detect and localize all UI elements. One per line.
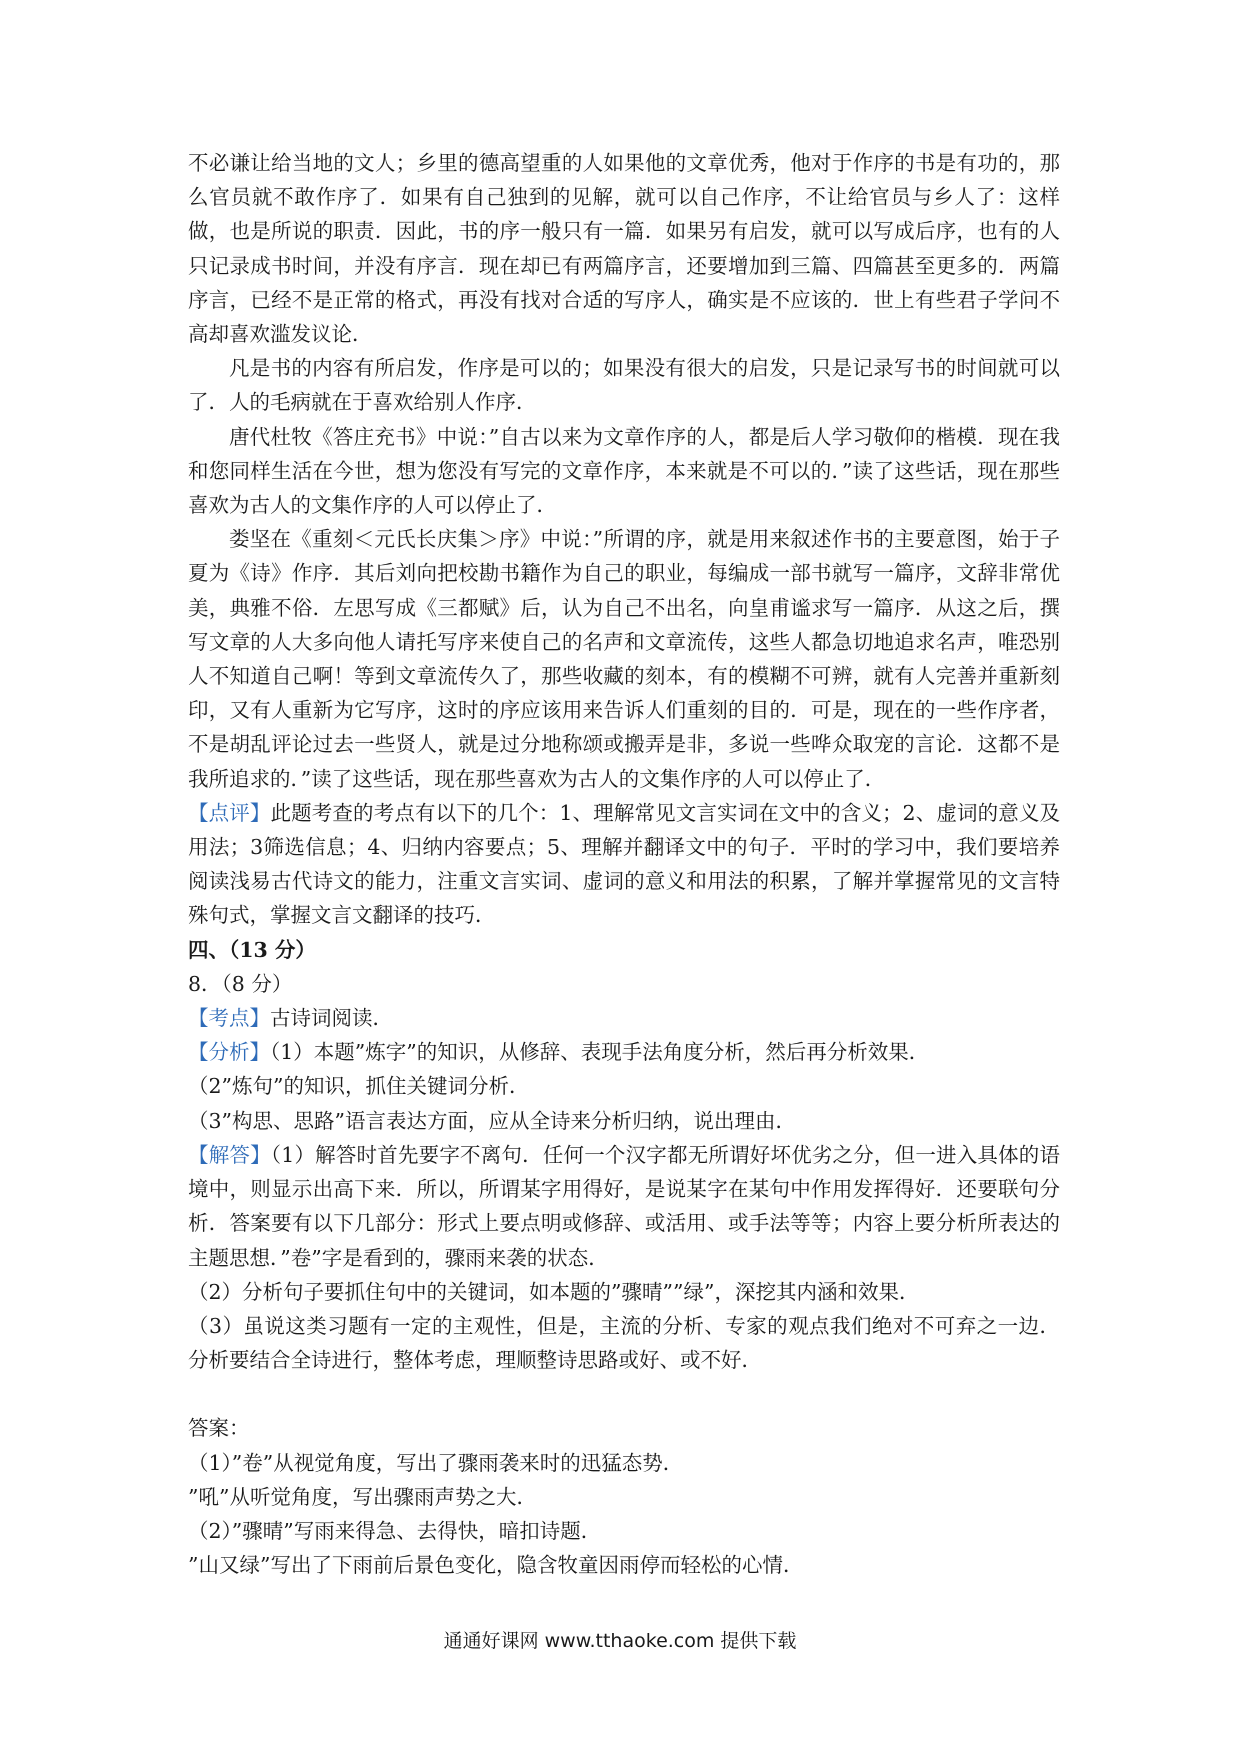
jieda-block [188, 1138, 1060, 1275]
fenxi-line-3: （3”构思、思路”语言表达方面，应从全诗来分析归纳，说出理由． [188, 1108, 797, 1133]
answer-line-1: （1）”卷”从视觉角度，写出了骤雨袭来时的迅猛态势． [188, 1450, 684, 1475]
jieda-line-3: （3）虽说这类习题有一定的主观性，但是，主流的分析、专家的观点我们绝对不可弃之一边．分析要结合全诗进行，整体考虑，理顺整诗思路或好、或不好． [188, 1313, 1060, 1373]
passage-paragraph-1: 不必谦让给当地的文人；乡里的德高望重的人如果他的文章优秀，他对于作序的书是有功的，那么官员就不敢作序了．如果有自己独到的见解，就可以自己作序，不让给官员与乡人了：这样做，也是所说的职责．因此，书的序一般只有一篇．如果另有启发，就可以写成后序，也有的人只记录成书时间，并没有序言．现在却已有两篇序言，还要增加到三篇、四篇甚至更多的．两篇序言，已经不是正常的格式，再没有找对合适的写序人，确实是不应该的．世上有些君子学问不高却喜欢滥发议论． [188, 151, 1060, 347]
comment-tag: 【点评】 [188, 800, 271, 825]
answer-line-2: ”吼”从听觉角度，写出骤雨声势之大． [188, 1484, 537, 1509]
passage-paragraph-2: 凡是书的内容有所启发，作序是可以的；如果没有很大的启发，只是记录写书的时间就可以了．人的毛病就在于喜欢给别人作序． [188, 356, 1060, 415]
jieda-line-2: （2）分析句子要抓住句中的关键词，如本题的”骤晴””绿”，深挖其内涵和效果． [188, 1279, 920, 1304]
page-content [188, 146, 1060, 1582]
fenxi-block [188, 1035, 1060, 1069]
comment-text: 此题考查的考点有以下的几个：1、理解常见文言实词在文中的含义；2、虚词的意义及用法；3筛选信息；4、归纳内容要点；5、理解并翻译文中的句子．平时的学习中，我们要培养阅读浅易古代诗文的能力，注重文言实词、虚词的意义和用法的积累，了解并掌握常见的文言特殊句式，掌握文言文翻译的技巧． [188, 800, 1060, 928]
answer-label: 答案： [188, 1416, 250, 1441]
kaodian-block [188, 1001, 1060, 1035]
fenxi-line-2: （2”炼句”的知识，抓住关键词分析． [188, 1074, 530, 1099]
fenxi-line-1: （1）本题”炼字”的知识，从修辞、表现手法角度分析，然后再分析效果． [270, 1040, 930, 1065]
passage-paragraph-4: 娄坚在《重刻＜元氏长庆集＞序》中说：”所谓的序，就是用来叙述作书的主要意图，始于子夏为《诗》作序．其后刘向把校勘书籍作为自己的职业，每编成一部书就写一篇序，文辞非常优美，典雅不俗．左思写成《三都赋》后，认为自己不出名，向皇甫谧求写一篇序．从这之后，撰写文章的人大多向他人请托写序来使自己的名声和文章流传，这些人都急切地追求名声，唯恐别人不知道自己啊！等到文章流传久了，那些收藏的刻本，有的模糊不可辨，就有人完善并重新刻印，又有人重新为它写序，这时的序应该用来告诉人们重刻的目的．可是，现在的一些作序者，不是胡乱评论过去一些贤人，就是过分地称颂或搬弄是非，多说一些哗众取宠的言论．这都不是我所追求的．”读了这些话，现在那些喜欢为古人的文集作序的人可以停止了． [188, 527, 1060, 791]
question-number: 8．（8 分） [188, 971, 293, 996]
jieda-line-1: （1）解答时首先要字不离句．任何一个汉字都无所谓好坏优劣之分，但一进入具体的语境中，则显示出高下来．所以，所谓某字用得好，是说某字在某句中作用发挥得好．还要联句分析．答案要有以下几部分：形式上要点明或修辞、或活用、或手法等等；内容上要分析所表达的主题思想．”卷”字是看到的，骤雨来袭的状态． [188, 1142, 1060, 1270]
section-heading: 四、（13 分） [188, 937, 316, 962]
comment-block [188, 796, 1060, 933]
answer-line-3: （2）”骤晴”写雨来得急、去得快，暗扣诗题． [188, 1518, 602, 1543]
spacer [188, 1377, 1060, 1411]
jieda-tag: 【解答】 [188, 1142, 271, 1167]
kaodian-tag: 【考点】 [188, 1006, 270, 1031]
page-footer: 通通好课网 www.tthaoke.com 提供下载 [443, 1630, 797, 1652]
passage-paragraph-3: 唐代杜牧《答庄充书》中说：”自古以来为文章作序的人，都是后人学习敬仰的楷模．现在我和您同样生活在今世，想为您没有写完的文章作序，本来就是不可以的．”读了这些话，现在那些喜欢为古人的文集作序的人可以停止了． [188, 424, 1060, 518]
kaodian-text: 古诗词阅读． [270, 1006, 393, 1031]
fenxi-tag: 【分析】 [188, 1040, 270, 1065]
answer-line-4: ”山又绿”写出了下雨前后景色变化，隐含牧童因雨停而轻松的心情． [188, 1553, 804, 1578]
